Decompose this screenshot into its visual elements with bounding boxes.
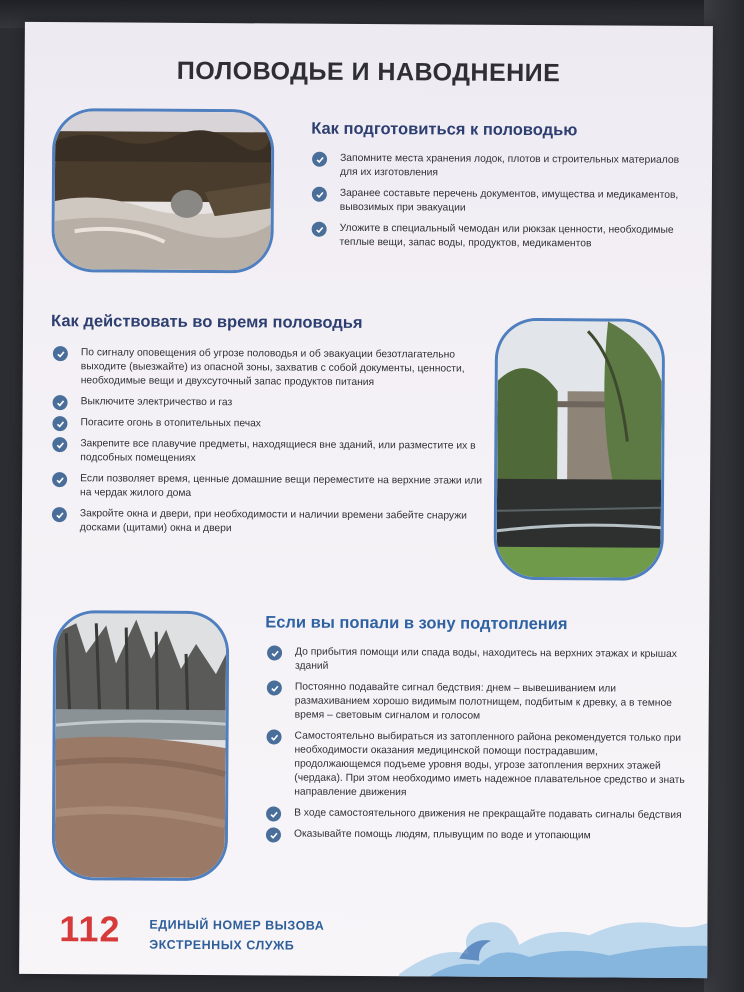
list-item: Оказывайте помощь людям, плывущим по воде и утопающим xyxy=(266,827,686,844)
list-during xyxy=(52,346,493,545)
check-icon xyxy=(53,395,68,410)
list-item: Запомните места хранения лодок, плотов и строительных материалов для их изготовления xyxy=(312,152,682,182)
list-item: Выключите электричество и газ xyxy=(53,395,493,412)
check-icon xyxy=(267,680,282,695)
emergency-number: 112 xyxy=(59,908,121,950)
check-icon xyxy=(266,827,281,842)
check-icon xyxy=(53,346,68,361)
list-item: Погасите огонь в отопительных печах xyxy=(52,416,492,433)
list-item: В ходе самостоятельного движения не прекращайте подавать сигналы бедствия xyxy=(266,806,686,823)
photo-flooded-yard xyxy=(494,318,666,581)
list-item: Постоянно подавайте сигнал бедствия: днем – вывешиванием или размахиванием хорошо видимым полотнищем, подбитым к древку, а в темное время – световым сигналом и голосом xyxy=(267,680,687,725)
check-icon xyxy=(312,222,327,237)
list-item: Уложите в специальный чемодан или рюкзак ценности, необходимые теплые вещи, запас воды, продуктов, медикаментов xyxy=(312,222,682,252)
heading-during: Как действовать во время половодья xyxy=(51,312,363,332)
list-item: Закрепите все плавучие предметы, находящиеся вне зданий, или разместите их в подсобных помещениях xyxy=(52,437,492,468)
poster-title: ПОЛОВОДЬЕ И НАВОДНЕНИЕ xyxy=(176,56,561,88)
check-icon xyxy=(52,416,67,431)
flood-safety-poster xyxy=(19,22,713,978)
heading-flooded: Если вы попали в зону подтопления xyxy=(265,613,568,634)
check-icon xyxy=(52,472,67,487)
check-icon xyxy=(267,729,282,744)
heading-prepare: Как подготовиться к половодью xyxy=(311,119,578,140)
list-item: Если позволяет время, ценные домашние вещи переместите на верхние этажи или на чердак жилого дома xyxy=(52,472,492,503)
list-item: Самостоятельно выбираться из затопленного района рекомендуется только при необходимости оказания медицинской помощи пострадавшим, продолжающемся подъеме уровня воды, угрозе затопления верхних этажей (чердака). При этом необходимо иметь надежное плавательное средство и знать направление движения xyxy=(266,729,686,802)
check-icon xyxy=(267,645,282,660)
photo-flooded-shore xyxy=(52,610,230,881)
check-icon xyxy=(52,437,67,452)
list-flooded xyxy=(266,645,687,851)
list-item: Закройте окна и двери, при необходимости и наличии времени забейте снаружи досками (щитами) окна и двери xyxy=(52,507,492,538)
emergency-caption-line2: ЭКСТРЕННЫХ СЛУЖБ xyxy=(149,937,295,953)
check-icon xyxy=(266,806,281,821)
emergency-caption-line1: ЕДИНЫЙ НОМЕР ВЫЗОВА xyxy=(149,917,325,933)
list-item: До прибытия помощи или спада воды, находитесь на верхних этажах и крышах зданий xyxy=(267,645,687,676)
emergency-caption xyxy=(149,915,369,956)
list-item: По сигналу оповещения об угрозе половодья и об эвакуации безотлагательно выходите (выезжайте) из опасной зоны, захватив с собой документы, ценности, необходимые вещи и двухсуточный запас продуктов питания xyxy=(53,346,493,391)
check-icon xyxy=(312,152,327,167)
check-icon xyxy=(312,187,327,202)
list-prepare xyxy=(311,152,682,259)
photo-river-bank xyxy=(51,108,274,273)
wave-decoration-icon xyxy=(399,884,713,978)
list-item: Заранее составьте перечень документов, имущества и медикаментов, вывозимых при эвакуации xyxy=(312,187,682,217)
check-icon xyxy=(52,507,67,522)
